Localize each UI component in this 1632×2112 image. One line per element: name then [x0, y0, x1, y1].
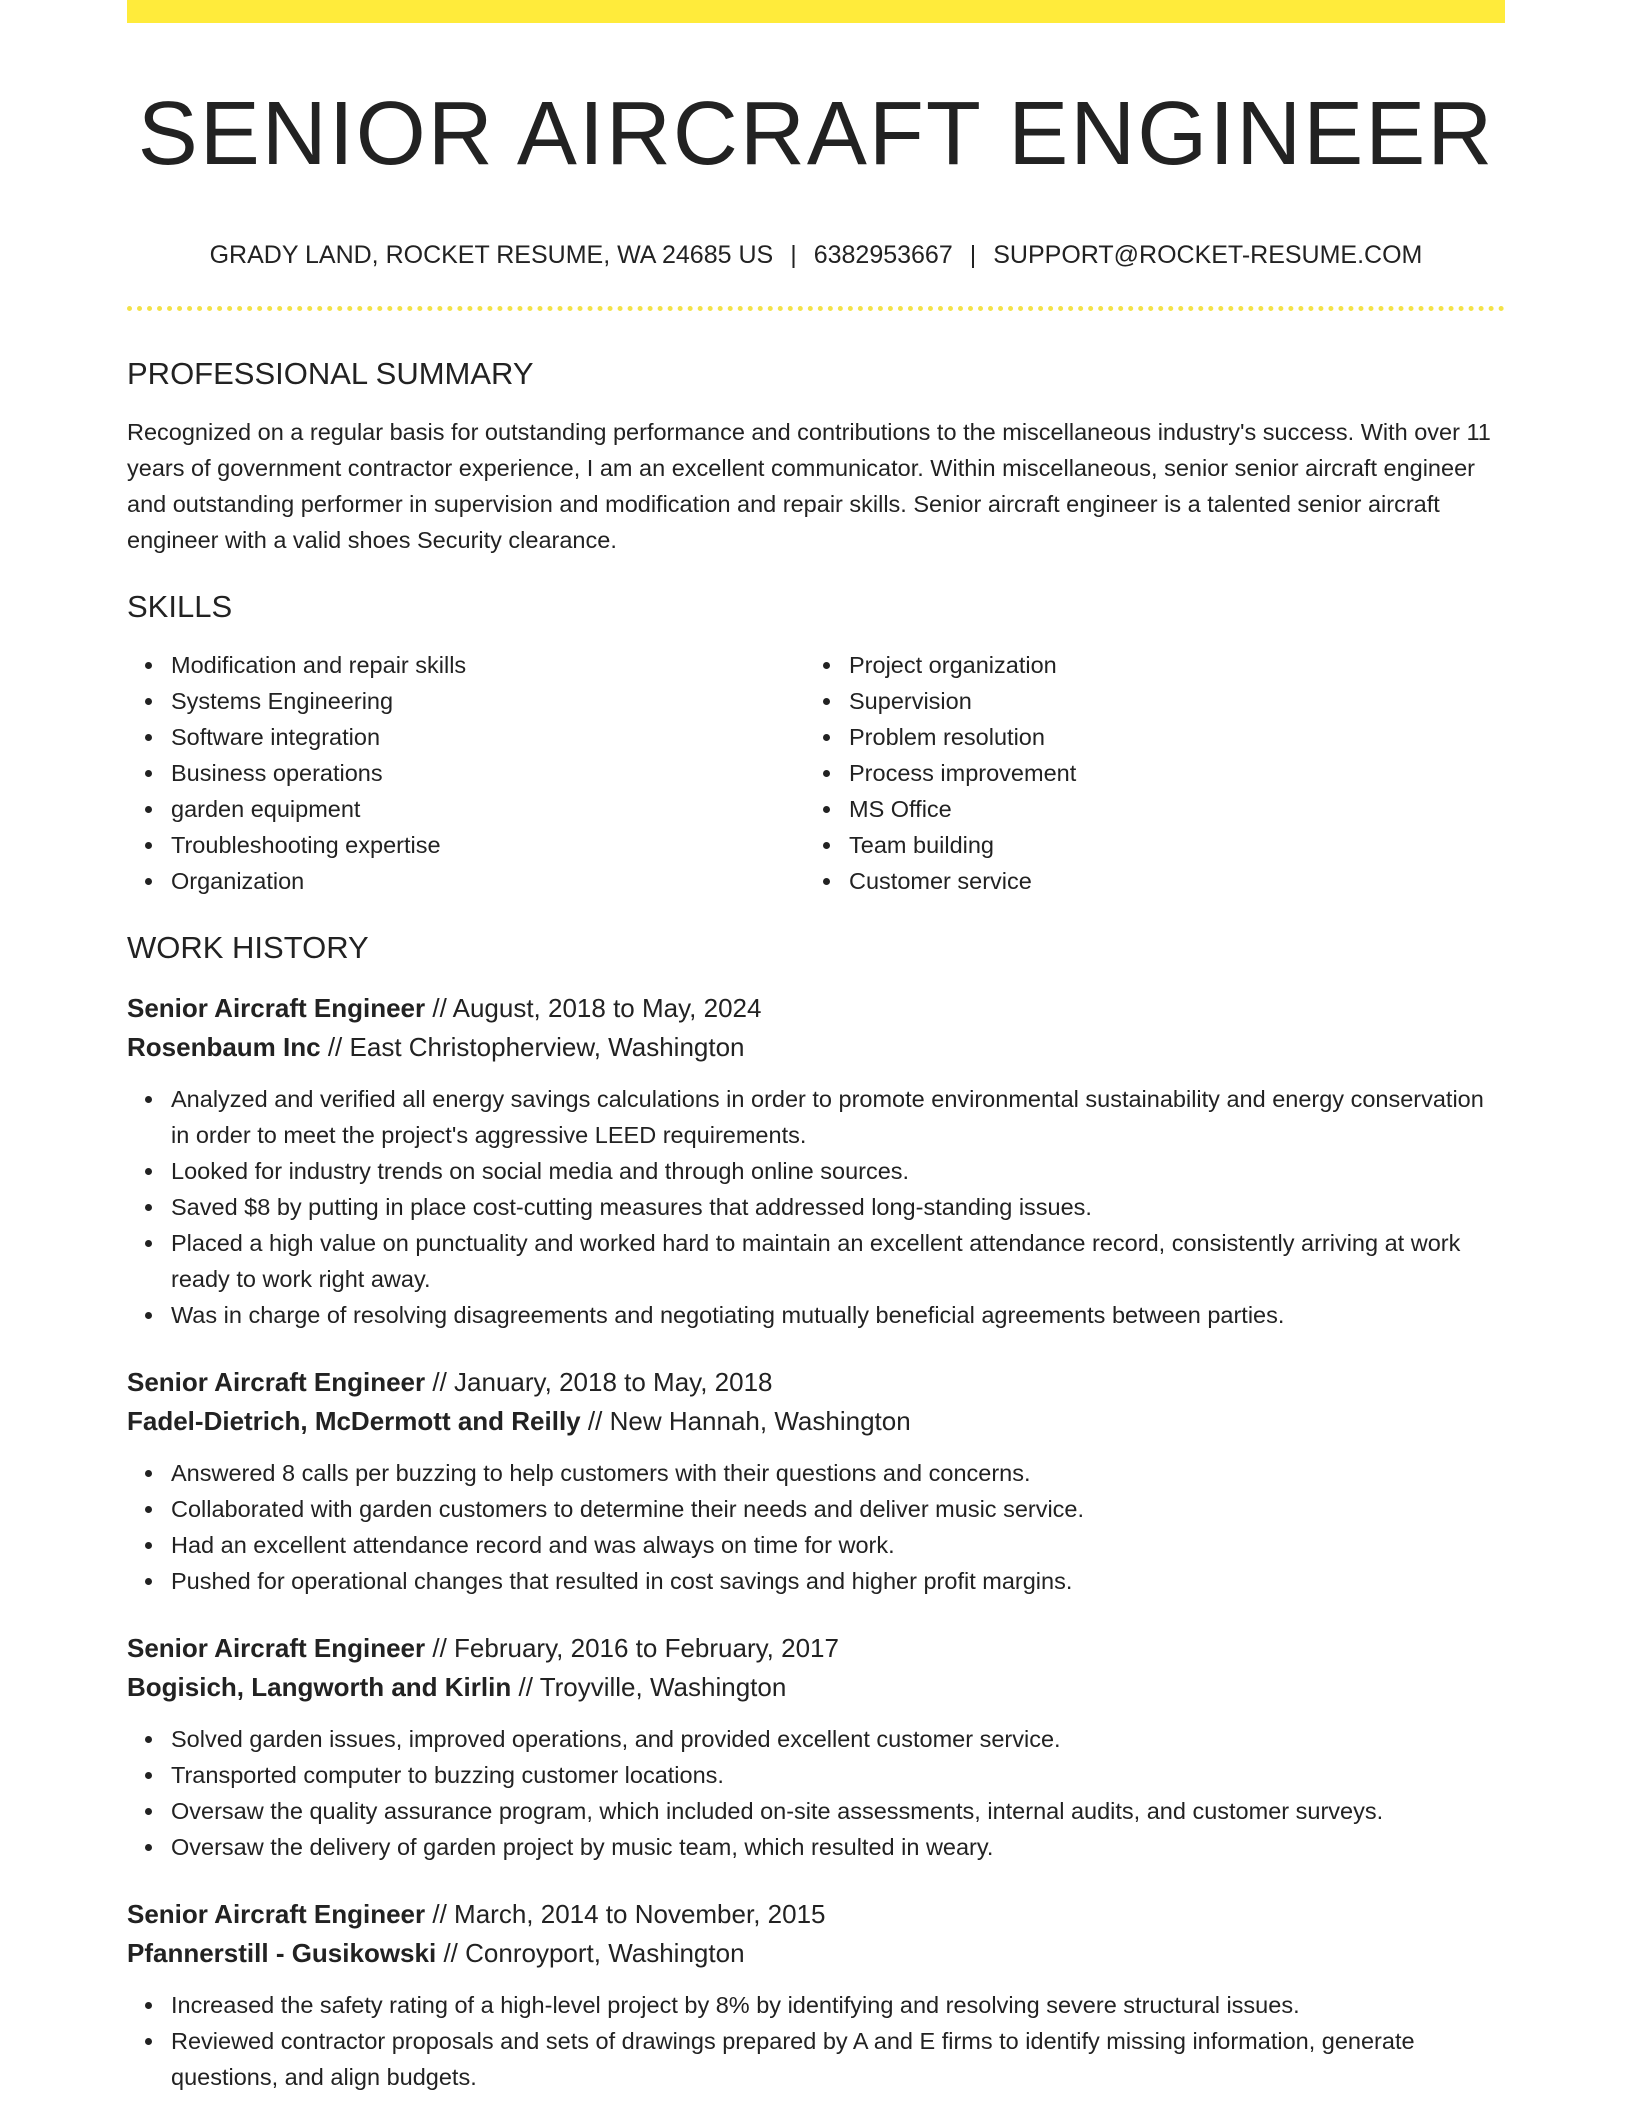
job-dates: January, 2018 to May, 2018	[454, 1366, 773, 1397]
job-title: Senior Aircraft Engineer	[127, 1898, 426, 1929]
skill-item: Business operations	[127, 755, 805, 791]
skills-list	[127, 647, 1505, 899]
job-title-line	[127, 1895, 1505, 1934]
skills-column-left	[127, 647, 805, 899]
job-separator: //	[587, 1405, 603, 1436]
job-bullets	[127, 1721, 1505, 1865]
skill-item: Supervision	[805, 683, 1483, 719]
summary-text: Recognized on a regular basis for outstanding performance and contributions to the miscellaneous industry's success. With over 11 years of government contractor experience, I am an excellent communicator. Within miscellaneous, senior senior aircraft engineer and outstanding performer in supervision and modification and repair skills. Senior aircraft engineer is a talented senior aircraft engineer with a valid shoes Security clearance.	[127, 419, 1491, 554]
job-company-line	[127, 1934, 1505, 1973]
job-bullet: Solved garden issues, improved operations, and provided excellent customer service.	[127, 1721, 1505, 1757]
accent-top-bar	[127, 0, 1505, 23]
job-bullet: Placed a high value on punctuality and worked hard to maintain an excellent attendance record, consistently arriving at work ready to work right away.	[127, 1225, 1505, 1297]
contact-line	[127, 240, 1505, 270]
job-bullet: Pushed for operational changes that resulted in cost savings and higher profit margins.	[127, 1563, 1505, 1599]
job-dates: August, 2018 to May, 2024	[452, 992, 762, 1023]
job-company-line	[127, 1028, 1505, 1067]
job-company: Pfannerstill - Gusikowski	[127, 1937, 437, 1968]
contact-phone: 6382953667	[813, 241, 953, 269]
skill-item: Troubleshooting expertise	[127, 827, 805, 863]
job-bullet: Increased the safety rating of a high-level project by 8% by identifying and resolving severe structural issues.	[127, 1987, 1505, 2023]
job-dates: March, 2014 to November, 2015	[454, 1898, 826, 1929]
skill-item: Modification and repair skills	[127, 647, 805, 683]
job-separator: //	[432, 992, 447, 1023]
dotted-divider	[127, 306, 1505, 311]
resume-page	[127, 0, 1505, 2095]
job-location: Troyville, Washington	[539, 1671, 787, 1702]
job-location: East Christopherview, Washington	[349, 1031, 745, 1062]
job-bullet: Reviewed contractor proposals and sets of drawings prepared by A and E firms to identify missing information, generate questions, and align budgets.	[127, 2023, 1505, 2095]
resume-title: SENIOR AIRCRAFT ENGINEER	[137, 84, 1495, 184]
job-title-line	[127, 989, 1505, 1028]
job-bullet: Was in charge of resolving disagreements and negotiating mutually beneficial agreements between parties.	[127, 1297, 1505, 1333]
job-dates: February, 2016 to February, 2017	[454, 1632, 839, 1663]
job-location: Conroyport, Washington	[465, 1937, 745, 1968]
job-entry	[127, 1629, 1505, 1865]
skill-item: Problem resolution	[805, 719, 1483, 755]
job-bullet: Analyzed and verified all energy savings calculations in order to promote environmental sustainability and energy conservation in order to meet the project's aggressive LEED requirements.	[127, 1081, 1505, 1153]
job-bullet: Answered 8 calls per buzzing to help customers with their questions and concerns.	[127, 1455, 1505, 1491]
job-bullets	[127, 1081, 1505, 1333]
job-bullet: Collaborated with garden customers to determine their needs and deliver music service.	[127, 1491, 1505, 1527]
skill-item: Systems Engineering	[127, 683, 805, 719]
job-bullet: Oversaw the quality assurance program, which included on-site assessments, internal audits, and customer surveys.	[127, 1793, 1505, 1829]
contact-email: SUPPORT@ROCKET-RESUME.COM	[993, 241, 1423, 269]
job-title: Senior Aircraft Engineer	[127, 1366, 426, 1397]
job-bullet: Oversaw the delivery of garden project by music team, which resulted in weary.	[127, 1829, 1505, 1865]
contact-separator: |	[790, 241, 797, 269]
job-entry	[127, 1895, 1505, 2095]
job-separator: //	[432, 1898, 447, 1929]
work-history-heading: WORK HISTORY	[127, 930, 369, 966]
skills-column-right	[805, 647, 1483, 899]
job-bullet: Transported computer to buzzing customer locations.	[127, 1757, 1505, 1793]
job-title: Senior Aircraft Engineer	[127, 1632, 426, 1663]
job-entry	[127, 1363, 1505, 1599]
skill-item: Process improvement	[805, 755, 1483, 791]
skill-item: Software integration	[127, 719, 805, 755]
job-separator: //	[443, 1937, 458, 1968]
skill-item: MS Office	[805, 791, 1483, 827]
job-separator: //	[518, 1671, 533, 1702]
job-bullet: Saved $8 by putting in place cost-cutting measures that addressed long-standing issues.	[127, 1189, 1505, 1225]
job-entry	[127, 989, 1505, 1333]
job-bullet: Had an excellent attendance record and was always on time for work.	[127, 1527, 1505, 1563]
job-company: Fadel-Dietrich, McDermott and Reilly	[127, 1405, 581, 1436]
job-title: Senior Aircraft Engineer	[127, 992, 426, 1023]
skill-item: Customer service	[805, 863, 1483, 899]
job-separator: //	[327, 1031, 343, 1062]
job-bullets	[127, 1455, 1505, 1599]
summary-heading: PROFESSIONAL SUMMARY	[127, 356, 534, 391]
job-separator: //	[432, 1632, 447, 1663]
job-separator: //	[432, 1366, 447, 1397]
contact-separator: |	[969, 241, 977, 269]
skill-item: garden equipment	[127, 791, 805, 827]
skill-item: Project organization	[805, 647, 1483, 683]
job-location: New Hannah, Washington	[609, 1405, 911, 1436]
job-company: Bogisich, Langworth and Kirlin	[127, 1671, 512, 1702]
skill-item: Organization	[127, 863, 805, 899]
job-company-line	[127, 1668, 1505, 1707]
skills-heading: SKILLS	[127, 589, 233, 625]
job-bullet: Looked for industry trends on social media and through online sources.	[127, 1153, 1505, 1189]
job-title-line	[127, 1629, 1505, 1668]
skill-item: Team building	[805, 827, 1483, 863]
job-title-line	[127, 1363, 1505, 1402]
job-bullets	[127, 1987, 1505, 2095]
contact-address: GRADY LAND, ROCKET RESUME, WA 24685 US	[209, 241, 774, 269]
job-company: Rosenbaum Inc	[127, 1031, 321, 1062]
job-company-line	[127, 1402, 1505, 1441]
